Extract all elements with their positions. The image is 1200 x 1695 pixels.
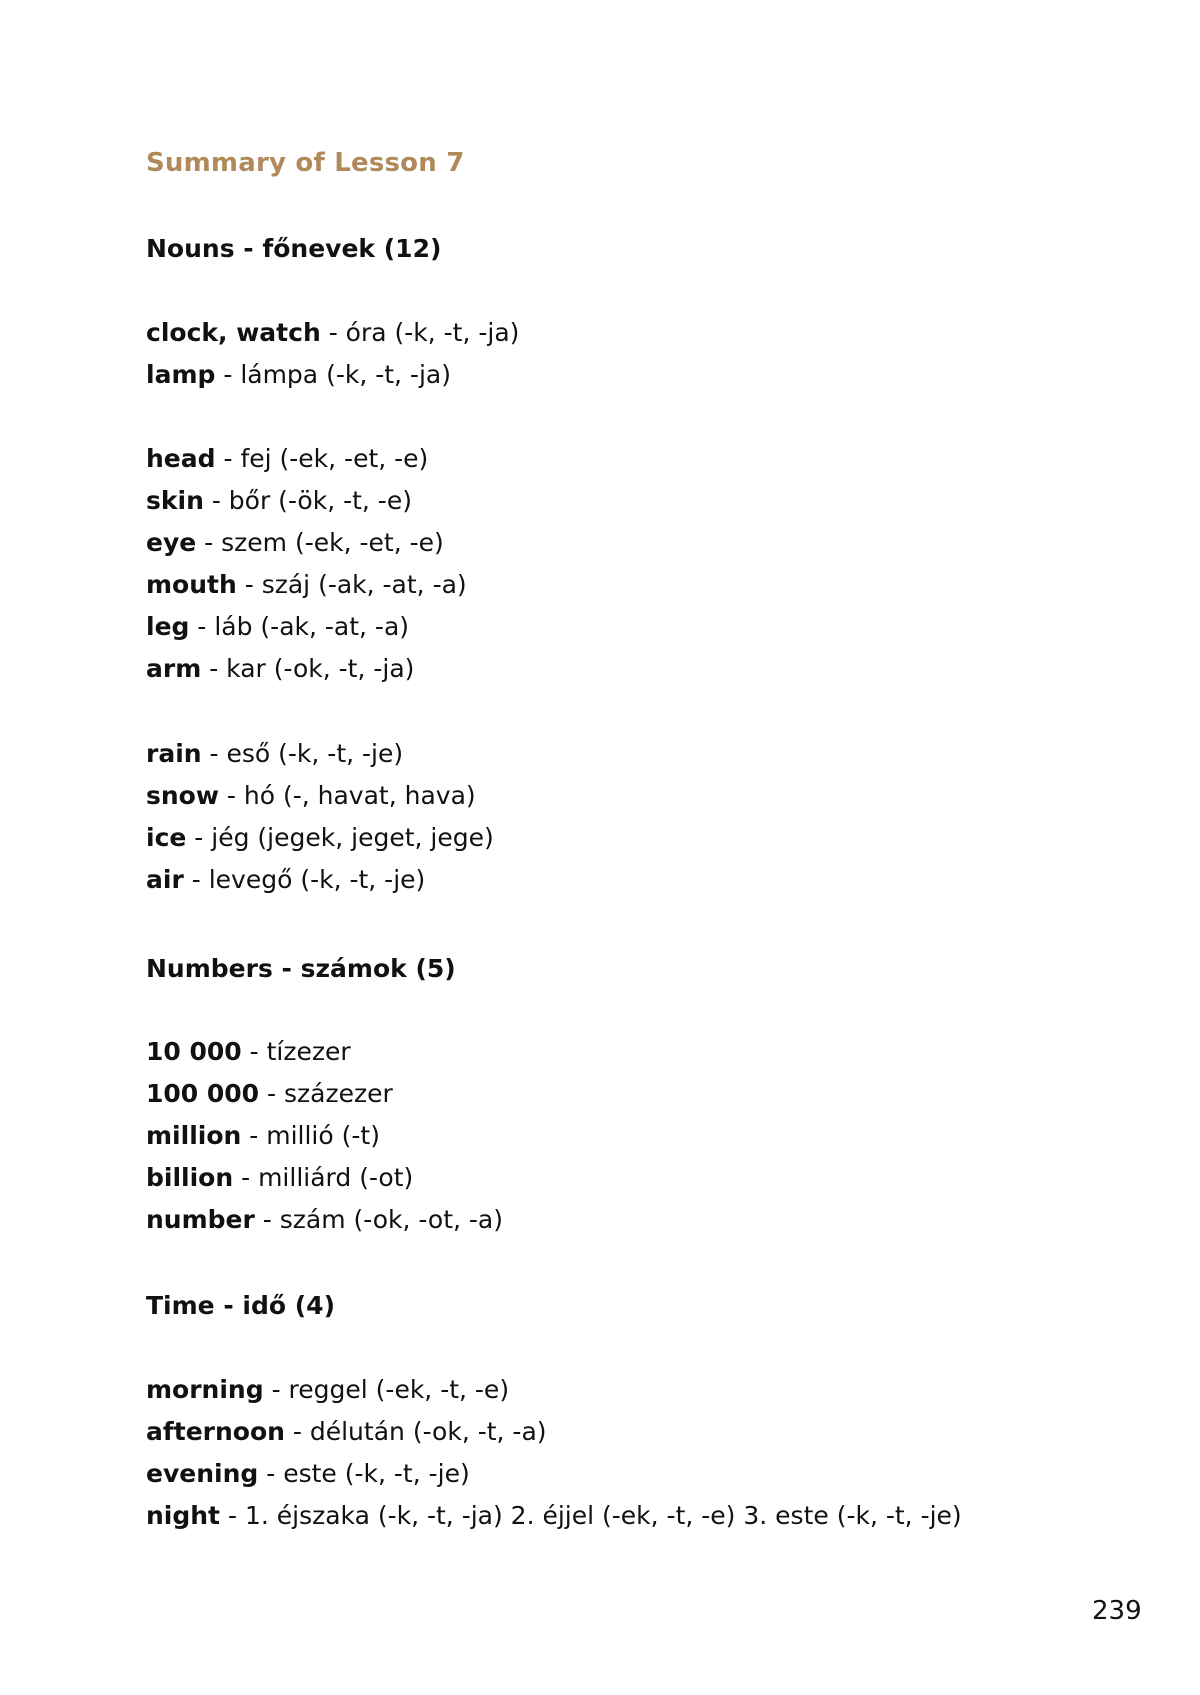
vocab-entry: mouth - száj (-ak, -at, -a) [146, 570, 467, 599]
page-title: Summary of Lesson 7 [146, 148, 465, 178]
vocab-entry: rain - eső (-k, -t, -je) [146, 739, 404, 768]
entry-term: night [146, 1501, 221, 1530]
vocab-entry: head - fej (-ek, -et, -e) [146, 444, 429, 473]
vocab-entry: 100 000 - százezer [146, 1079, 393, 1108]
entry-term: leg [146, 612, 190, 641]
vocab-entry: air - levegő (-k, -t, -je) [146, 865, 426, 894]
vocab-entry: million - millió (-t) [146, 1121, 380, 1150]
entry-definition: százezer [284, 1079, 393, 1108]
entry-term: skin [146, 486, 204, 515]
vocab-entry: leg - láb (-ak, -at, -a) [146, 612, 410, 641]
entry-term: 100 000 [146, 1079, 260, 1108]
entry-term: number [146, 1205, 255, 1234]
entry-term: air [146, 865, 184, 894]
section-heading-nouns: Nouns - főnevek (12) [146, 234, 442, 263]
vocab-entry: evening - este (-k, -t, -je) [146, 1459, 470, 1488]
vocab-entry: ice - jég (jegek, jeget, jege) [146, 823, 494, 852]
vocab-entry: clock, watch - óra (-k, -t, -ja) [146, 318, 520, 347]
entry-definition: láb (-ak, -at, -a) [214, 612, 410, 641]
vocab-entry: night - 1. éjszaka (-k, -t, -ja) 2. éjjel (-ek, -t, -e) 3. este (-k, -t, -je) [146, 1501, 962, 1530]
entry-term: snow [146, 781, 219, 810]
entry-definition: fej (-ek, -et, -e) [240, 444, 429, 473]
entry-term: ice [146, 823, 187, 852]
entry-term: 10 000 [146, 1037, 242, 1066]
entry-term: evening [146, 1459, 259, 1488]
entry-term: million [146, 1121, 242, 1150]
entry-definition: szám (-ok, -ot, -a) [279, 1205, 503, 1234]
entry-definition: este (-k, -t, -je) [283, 1459, 470, 1488]
vocab-entry: arm - kar (-ok, -t, -ja) [146, 654, 415, 683]
entry-definition: eső (-k, -t, -je) [226, 739, 404, 768]
section-heading-time: Time - idő (4) [146, 1291, 336, 1320]
entry-term: head [146, 444, 216, 473]
vocab-entry: lamp - lámpa (-k, -t, -ja) [146, 360, 451, 389]
entry-definition: kar (-ok, -t, -ja) [226, 654, 415, 683]
vocab-entry: 10 000 - tízezer [146, 1037, 351, 1066]
entry-term: clock, watch [146, 318, 321, 347]
entry-definition: levegő (-k, -t, -je) [208, 865, 426, 894]
page-number: 239 [1092, 1596, 1142, 1626]
vocab-entry: number - szám (-ok, -ot, -a) [146, 1205, 503, 1234]
vocab-entry: billion - milliárd (-ot) [146, 1163, 414, 1192]
entry-term: afternoon [146, 1417, 285, 1446]
entry-term: lamp [146, 360, 216, 389]
entry-definition: óra (-k, -t, -ja) [345, 318, 520, 347]
vocab-entry: eye - szem (-ek, -et, -e) [146, 528, 444, 557]
entry-definition: 1. éjszaka (-k, -t, -ja) 2. éjjel (-ek, -t, -e) 3. este (-k, -t, -je) [244, 1501, 962, 1530]
entry-definition: szem (-ek, -et, -e) [221, 528, 444, 557]
section-heading-numbers: Numbers - számok (5) [146, 954, 456, 983]
vocab-entry: morning - reggel (-ek, -t, -e) [146, 1375, 510, 1404]
entry-definition: délután (-ok, -t, -a) [309, 1417, 547, 1446]
entry-term: morning [146, 1375, 264, 1404]
entry-definition: hó (-, havat, hava) [243, 781, 476, 810]
entry-term: mouth [146, 570, 237, 599]
entry-definition: jég (jegek, jeget, jege) [211, 823, 494, 852]
page [146, 0, 1142, 1695]
entry-definition: reggel (-ek, -t, -e) [288, 1375, 510, 1404]
vocab-entry: skin - bőr (-ök, -t, -e) [146, 486, 412, 515]
entry-definition: tízezer [266, 1037, 351, 1066]
entry-term: arm [146, 654, 202, 683]
entry-term: rain [146, 739, 202, 768]
entry-definition: lámpa (-k, -t, -ja) [240, 360, 451, 389]
entry-definition: millió (-t) [266, 1121, 380, 1150]
entry-term: billion [146, 1163, 234, 1192]
entry-term: eye [146, 528, 197, 557]
entry-definition: bőr (-ök, -t, -e) [228, 486, 412, 515]
vocab-entry: afternoon - délután (-ok, -t, -a) [146, 1417, 547, 1446]
entry-definition: száj (-ak, -at, -a) [261, 570, 467, 599]
entry-definition: milliárd (-ot) [258, 1163, 414, 1192]
vocab-entry: snow - hó (-, havat, hava) [146, 781, 476, 810]
